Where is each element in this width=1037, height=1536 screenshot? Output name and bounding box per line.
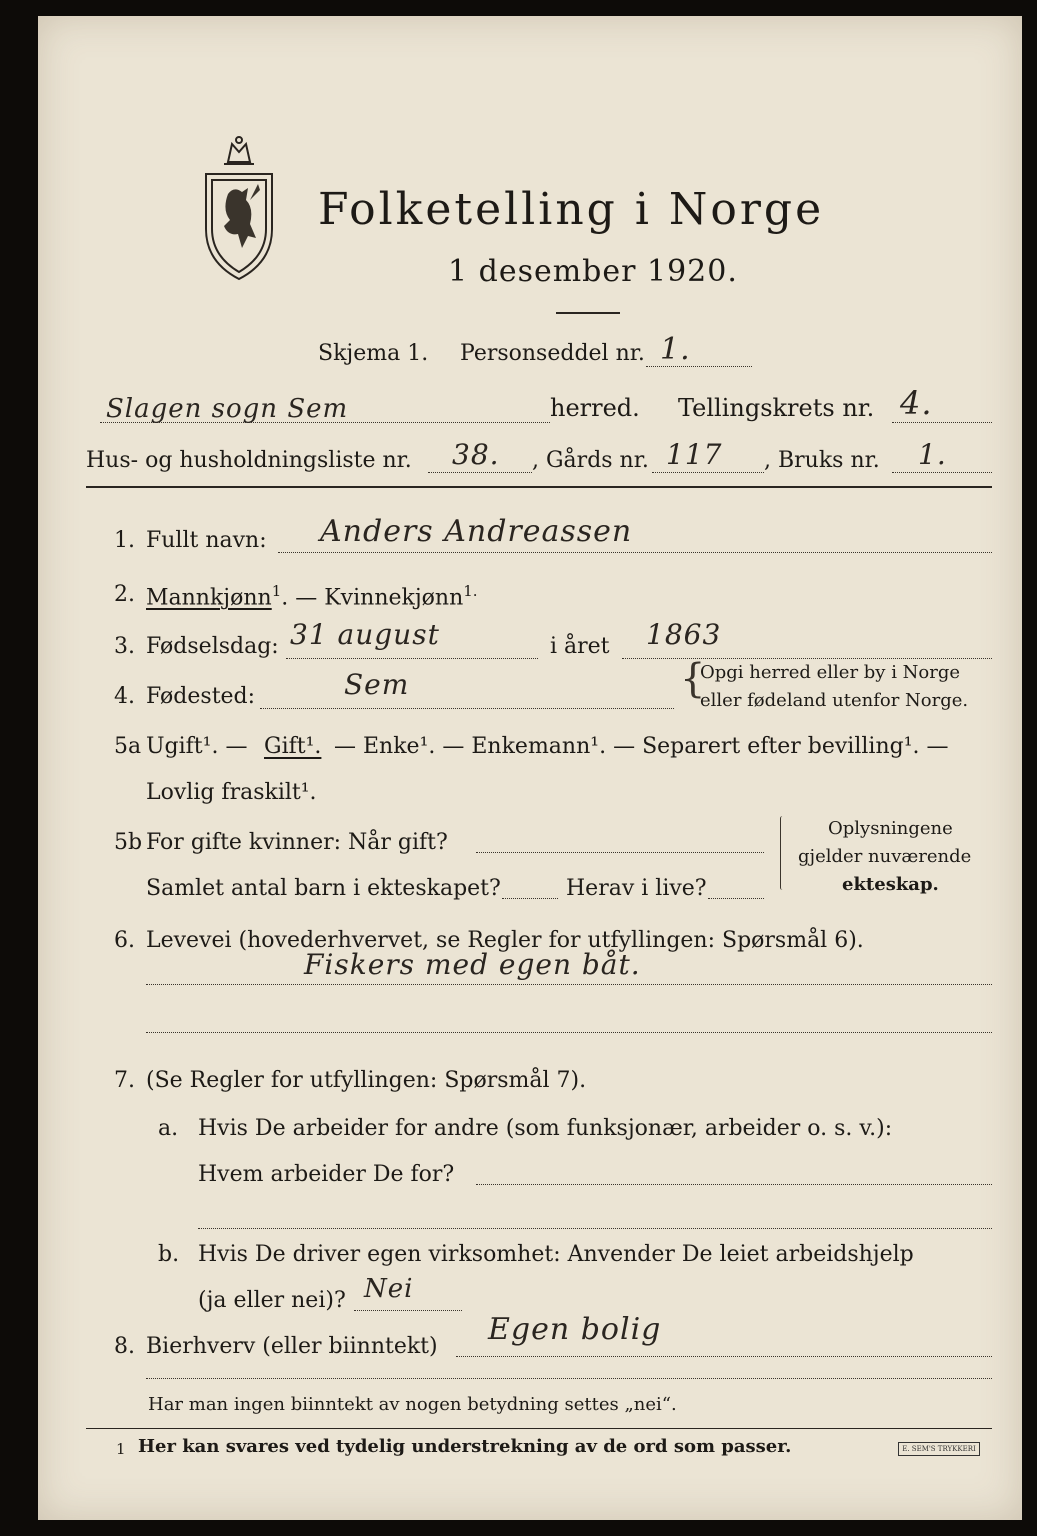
q5b-note-2: gjelder nuværende: [798, 846, 972, 867]
q2-number: 2.: [114, 582, 135, 607]
q7b-text: Hvis De driver egen virksomhet: Anvender De leiet arbeidshjelp: [198, 1242, 914, 1267]
q7a-text: Hvis De arbeider for andre (som funksjonær, arbeider o. s. v.):: [198, 1116, 893, 1141]
q3-label: Fødselsdag:: [146, 634, 279, 659]
side-income-value: Egen bolig: [488, 1312, 662, 1347]
birth-year-value: 1863: [646, 618, 722, 651]
q4-label: Fødested:: [146, 684, 256, 709]
full-name-value: Anders Andreassen: [320, 514, 633, 549]
birthplace-value: Sem: [344, 668, 410, 701]
q5b-note-1: Oplysningene: [828, 818, 953, 839]
form-title: Folketelling i Norge: [318, 184, 825, 235]
q6-label: Levevei (hovederhvervet, se Regler for utfyllingen: Spørsmål 6).: [146, 928, 864, 953]
year-label: i året: [550, 634, 610, 659]
q5b-number: 5b: [114, 830, 143, 855]
q5b-note-3: ekteskap.: [842, 874, 939, 895]
q7a-letter: a.: [158, 1116, 179, 1141]
q5a-line2: Lovlig fraskilt¹.: [146, 780, 317, 805]
q5a-ugift: Ugift¹. —: [146, 734, 248, 759]
occupation-value: Fiskers med egen båt.: [304, 948, 641, 981]
q7a-text-2: Hvem arbeider De for?: [198, 1162, 455, 1187]
birthplace-note-1: Opgi herred eller by i Norge: [700, 662, 961, 683]
herred-value: Slagen sogn Sem: [106, 394, 349, 424]
q7b-letter: b.: [158, 1242, 180, 1267]
hus-label: Hus- og husholdningsliste nr.: [86, 448, 412, 473]
q5a-number: 5a: [114, 734, 142, 759]
footnote-text: Her kan svares ved tydelig understrekning av de ord som passer.: [138, 1436, 792, 1457]
bruks-value: 1.: [918, 438, 947, 471]
census-date: 1 desember 1920.: [448, 254, 738, 289]
title-divider: [556, 312, 620, 314]
q5b-label-1: For gifte kvinner: Når gift?: [146, 830, 448, 855]
footnote-number: 1: [116, 1440, 126, 1458]
q5b-label-3: Herav i live?: [566, 876, 707, 901]
q6-number: 6.: [114, 928, 135, 953]
footer-note: Har man ingen biinntekt av nogen betydning settes „nei“.: [148, 1394, 677, 1415]
q8-number: 8.: [114, 1334, 135, 1359]
q8-label: Bierhverv (eller biinntekt): [146, 1334, 438, 1359]
q7b-text-2: (ja eller nei)?: [198, 1288, 346, 1313]
tellingskrets-label: Tellingskrets nr.: [678, 394, 875, 422]
personseddel-label: Personseddel nr.: [460, 341, 645, 366]
male-option-underlined: Mannkjønn: [146, 585, 272, 611]
census-form: Folketelling i Norge 1 desember 1920. Skjema 1. Personseddel nr. 1. Slagen sogn Sem herred. Tellingskrets nr. 4. Hus- og husholdningsliste nr. 38. , Gårds nr. 117 , Bruks nr. 1. 1. Fullt navn: Anders Andreassen 2. Mannkjønn$^1$. — Kvinnekjønn$^{1.}$ 3. Fødselsdag: 31 august i året 1863 4. Fødested: Sem { Opgi herred eller by i Norge eller fødeland utenfor Norge. 5a Ugift¹. — Gift¹. — Enke¹. — Enkemann¹. — Separert efter bevilling¹. — Lovlig fraskilt¹. 5b For gifte kvinner: Når gift? Samlet antal barn i ekteskapet? Herav i live? Oplysningene gjelder nuværende ekteskap. 6. Levevei (hovederhvervet, se Regler for utfyllingen: Spørsmål 6). Fiskers med egen båt. 7. (Se Regler for utfyllingen: Spørsmål 7). a. Hvis De arbeider for andre (som funksjonær, arbeider o. s. v.): Hvem arbeider De for? b. Hvis De driver egen virksomhet: Anvender De leiet arbeidshjelp (ja eller nei)? Nei 8. Bierhverv (eller biinntekt) Egen bolig Har man ingen biinntekt av nogen betydning settes „nei“. 1 Her kan svares ved tydelig understrekning av de ord som passer. E. SEM'S TRYKKERI: [38, 16, 1022, 1520]
q2-line: Mannkjønn$^1$. — Kvinnekjønn$^{1.}$: [146, 582, 478, 611]
gards-value: 117: [666, 438, 723, 471]
q3-number: 3.: [114, 634, 135, 659]
q4-number: 4.: [114, 684, 135, 709]
q5a-rest: — Enke¹. — Enkemann¹. — Separert efter bevilling¹. —: [334, 734, 949, 759]
printer-stamp: E. SEM'S TRYKKERI: [898, 1442, 980, 1456]
tellingskrets-value: 4.: [900, 384, 933, 422]
gards-label: , Gårds nr.: [532, 448, 649, 473]
birthday-value: 31 august: [290, 618, 440, 651]
bruks-label: , Bruks nr.: [764, 448, 880, 473]
q1-number: 1.: [114, 528, 135, 553]
q7-label: (Se Regler for utfyllingen: Spørsmål 7).: [146, 1068, 587, 1093]
personseddel-value: 1.: [660, 332, 691, 367]
footer-separator: [86, 1428, 992, 1429]
hired-help-value: Nei: [364, 1274, 414, 1304]
coat-of-arms-icon: [198, 134, 280, 284]
gift-option-underlined: Gift¹.: [264, 734, 322, 759]
q1-label: Fullt navn:: [146, 528, 267, 553]
q5b-label-2: Samlet antal barn i ekteskapet?: [146, 876, 501, 901]
skjema-label: Skjema 1.: [318, 341, 429, 366]
q7-number: 7.: [114, 1068, 135, 1093]
hus-value: 38.: [452, 438, 500, 471]
birthplace-note-2: eller fødeland utenfor Norge.: [700, 690, 969, 711]
herred-label: herred.: [550, 394, 640, 422]
header-separator: [86, 486, 992, 488]
